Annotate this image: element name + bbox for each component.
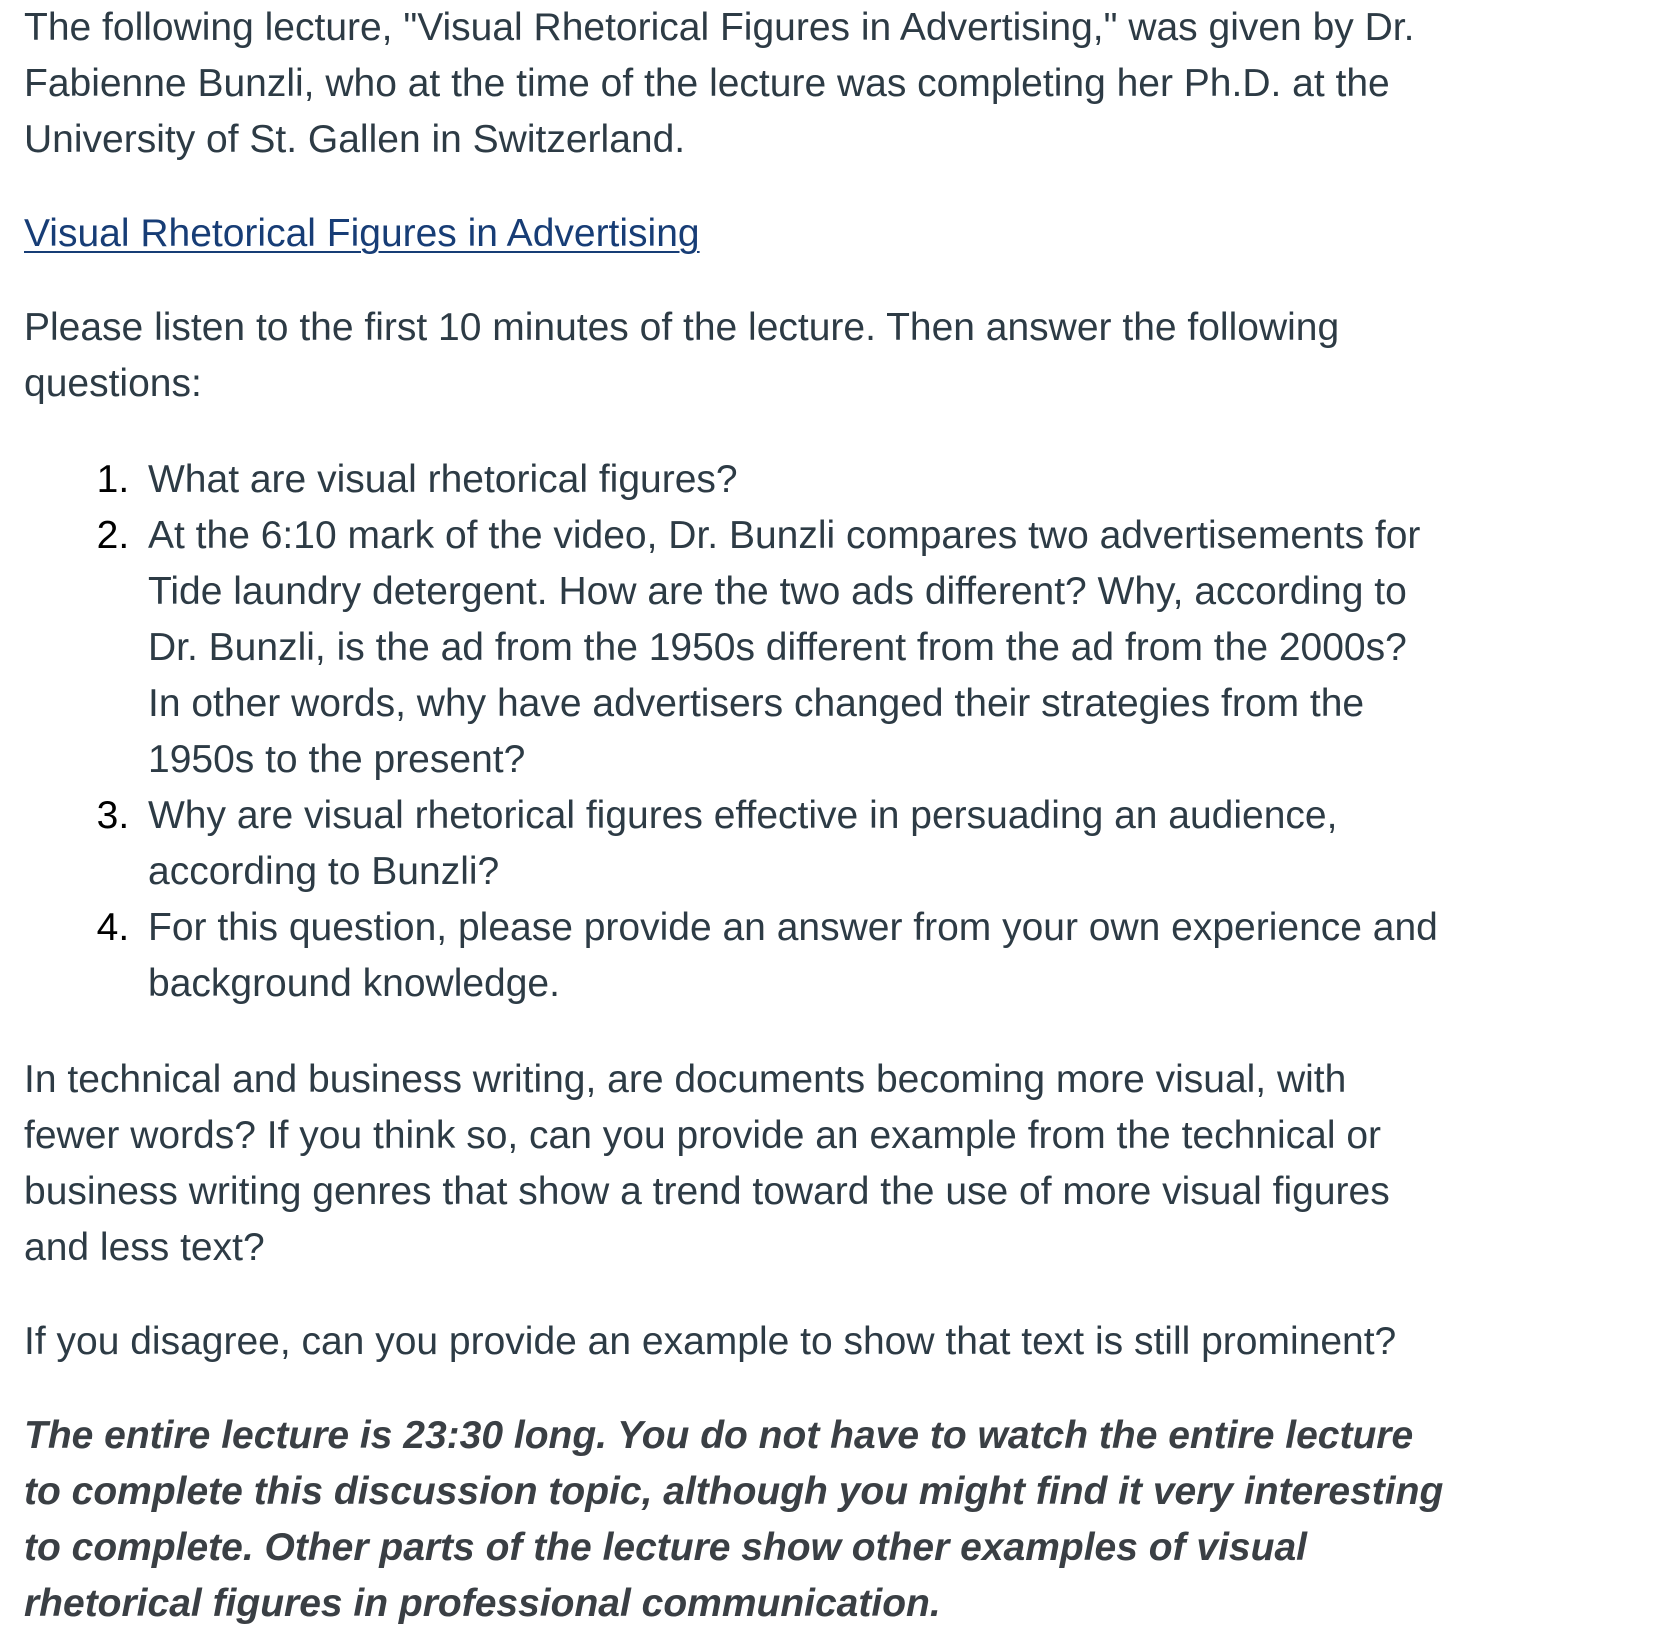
instructions-paragraph: Please listen to the first 10 minutes of the lecture. Then answer the following questions:: [24, 306, 1340, 405]
intro-paragraph: The following lecture, "Visual Rhetorical Figures in Advertising," was given by Dr. Fabienne Bunzli, who at the time of the lecture was completing her Ph.D. at the University of St. Gallen in Switzerland.: [24, 6, 1415, 161]
followup-paragraph: In technical and business writing, are documents becoming more visual, with fewer words? If you think so, can you provide an example from the technical or business writing genres that show a trend toward the use of more visual figures and less text?: [24, 1058, 1390, 1269]
question-item-1: 1. What are visual rhetorical figures?: [140, 452, 1444, 508]
lecture-link-paragraph: [24, 206, 1444, 262]
disagree-paragraph: If you disagree, can you provide an example to show that text is still prominent?: [24, 1320, 1397, 1363]
question-item-2: 2. At the 6:10 mark of the video, Dr. Bunzli compares two advertisements for Tide laundry detergent. How are the two ads different? Why, according to Dr. Bunzli, is the ad from the 1950s different from the ad from the 2000s? In other words, why have advertisers changed their strategies from the 1950s to the present?: [140, 508, 1444, 788]
question-list: [24, 452, 1444, 1012]
lecture-length-note: The entire lecture is 23:30 long. You do not have to watch the entire lecture to complete this discussion topic, although you might find it very interesting to complete. Other parts of the lecture show other examples of visual rhetorical figures in professional communication.: [24, 1414, 1444, 1625]
question-item-4: 4. For this question, please provide an answer from your own experience and background knowledge.: [140, 900, 1444, 1012]
lecture-link[interactable]: Visual Rhetorical Figures in Advertising: [24, 212, 700, 255]
question-item-3: 3. Why are visual rhetorical figures effective in persuading an audience, according to Bunzli?: [140, 788, 1444, 900]
